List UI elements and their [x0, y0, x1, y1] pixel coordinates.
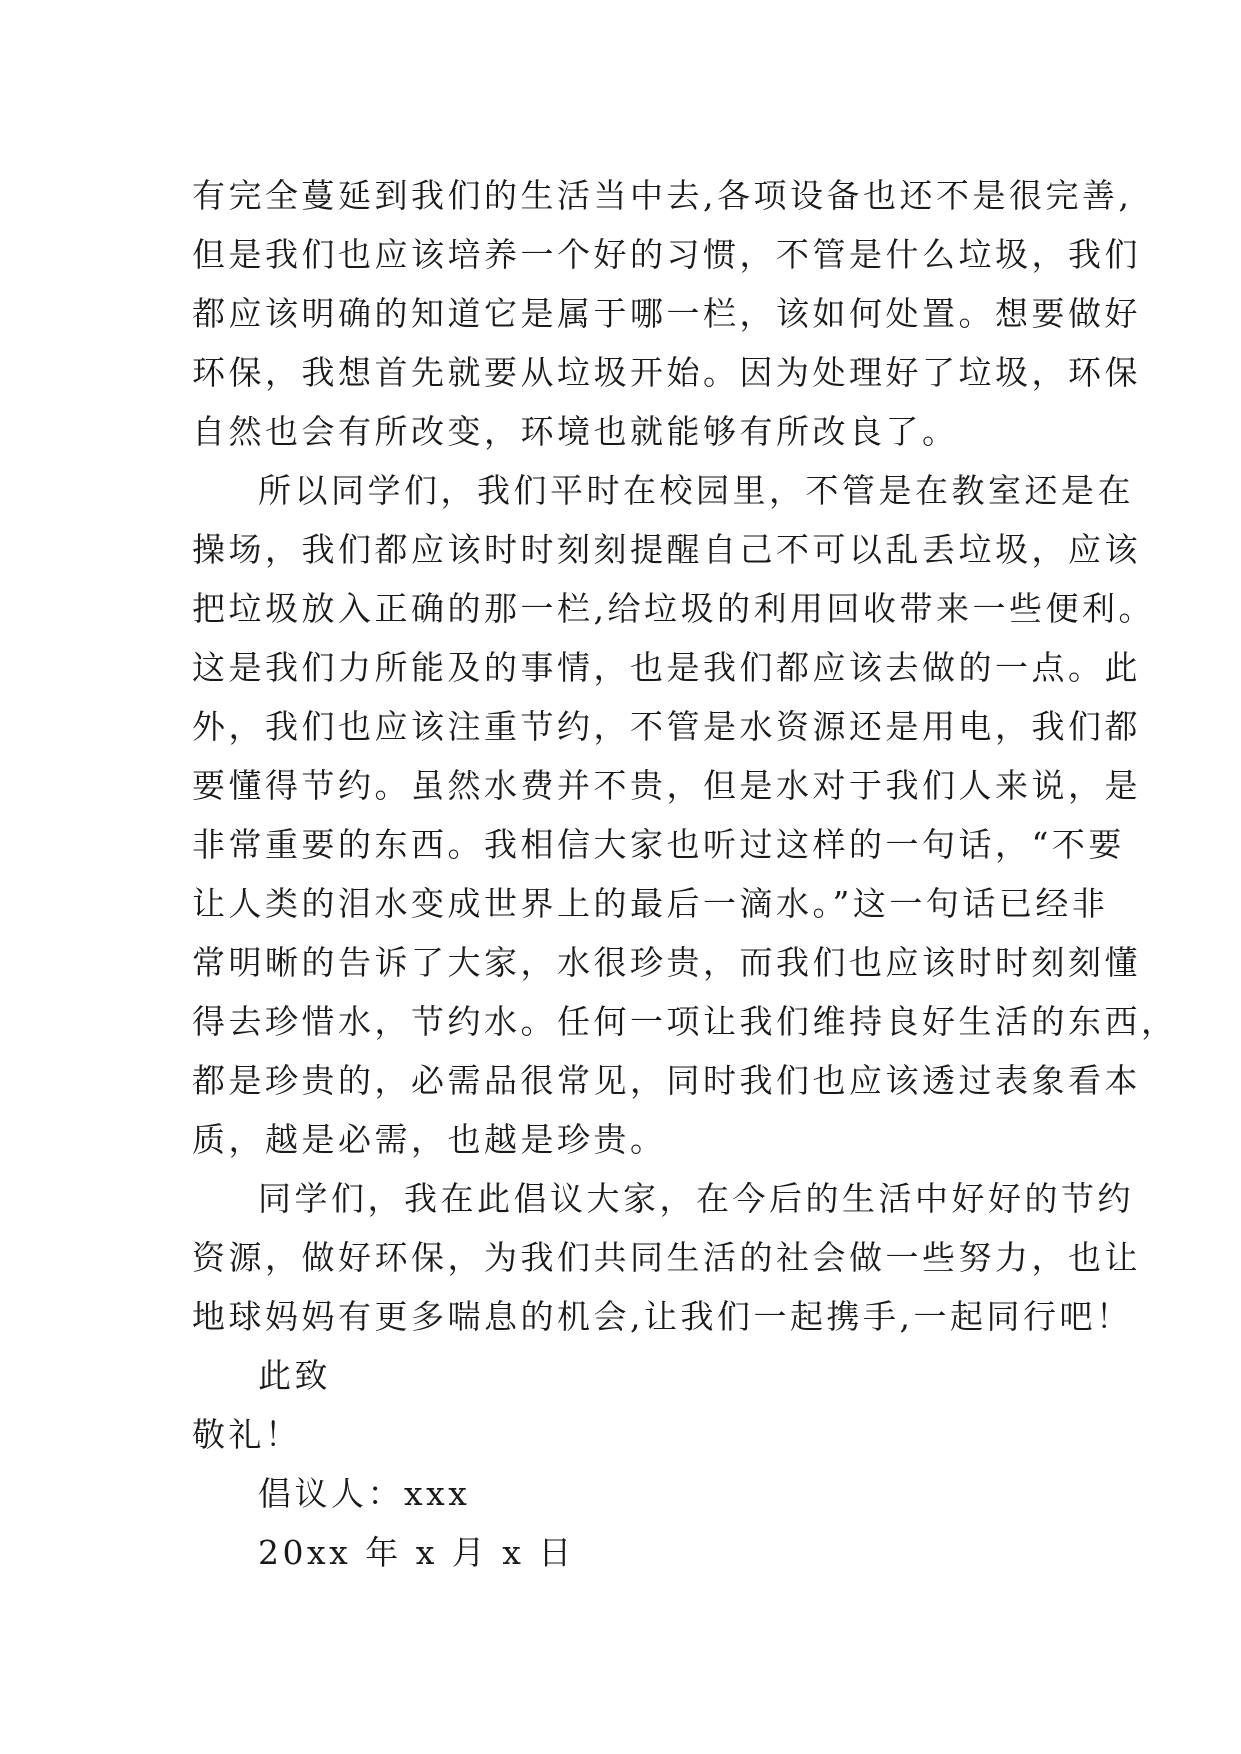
letter-body	[192, 166, 1178, 1582]
paragraph-line: 常明晰的告诉了大家，水很珍贵，而我们也应该时时刻刻懂	[192, 943, 1141, 982]
salutation-line-1: 此致	[258, 1356, 331, 1395]
paragraph-line: 得去珍惜水，节约水。任何一项让我们维持良好生活的东西，	[192, 1002, 1178, 1041]
paragraph-line: 环保，我想首先就要从垃圾开始。因为处理好了垃圾，环保	[192, 353, 1141, 392]
initiator-signature: 倡议人：xxx	[258, 1474, 471, 1513]
paragraph-line: 但是我们也应该培养一个好的习惯，不管是什么垃圾，我们	[192, 235, 1141, 274]
paragraph-line: 都是珍贵的，必需品很常见，同时我们也应该透过表象看本	[192, 1061, 1141, 1100]
paragraph-line: 这是我们力所能及的事情，也是我们都应该去做的一点。此	[192, 648, 1141, 687]
paragraph-line: 要懂得节约。虽然水费并不贵，但是水对于我们人来说，是	[192, 766, 1141, 805]
paragraph-line: 非常重要的东西。我相信大家也听过这样的一句话，“不要	[192, 825, 1125, 864]
letter-date: 20xx 年 x 月 x 日	[258, 1533, 575, 1572]
paragraph-line: 让人类的泪水变成世界上的最后一滴水。”这一句话已经非	[192, 884, 1109, 923]
paragraph-line: 都应该明确的知道它是属于哪一栏，该如何处置。想要做好	[192, 294, 1141, 333]
paragraph-line: 所以同学们，我们平时在校园里，不管是在教室还是在	[258, 471, 1134, 510]
paragraph-line: 外，我们也应该注重节约，不管是水资源还是用电，我们都	[192, 707, 1141, 746]
paragraph-line: 自然也会有所改变，环境也就能够有所改良了。	[192, 412, 959, 451]
paragraph-line: 同学们，我在此倡议大家，在今后的生活中好好的节约	[258, 1179, 1134, 1218]
paragraph-line: 资源，做好环保，为我们共同生活的社会做一些努力，也让	[192, 1238, 1141, 1277]
paragraph-line: 地球妈妈有更多喘息的机会,让我们一起携手,一起同行吧！	[192, 1297, 1133, 1336]
salutation-line-2: 敬礼！	[192, 1415, 302, 1454]
paragraph-line: 有完全蔓延到我们的生活当中去,各项设备也还不是很完善,	[192, 176, 1133, 215]
paragraph-line: 操场，我们都应该时时刻刻提醒自己不可以乱丢垃圾，应该	[192, 530, 1141, 569]
paragraph-line: 把垃圾放入正确的那一栏,给垃圾的利用回收带来一些便利。	[192, 589, 1155, 628]
paragraph-line: 质，越是必需，也越是珍贵。	[192, 1120, 667, 1159]
